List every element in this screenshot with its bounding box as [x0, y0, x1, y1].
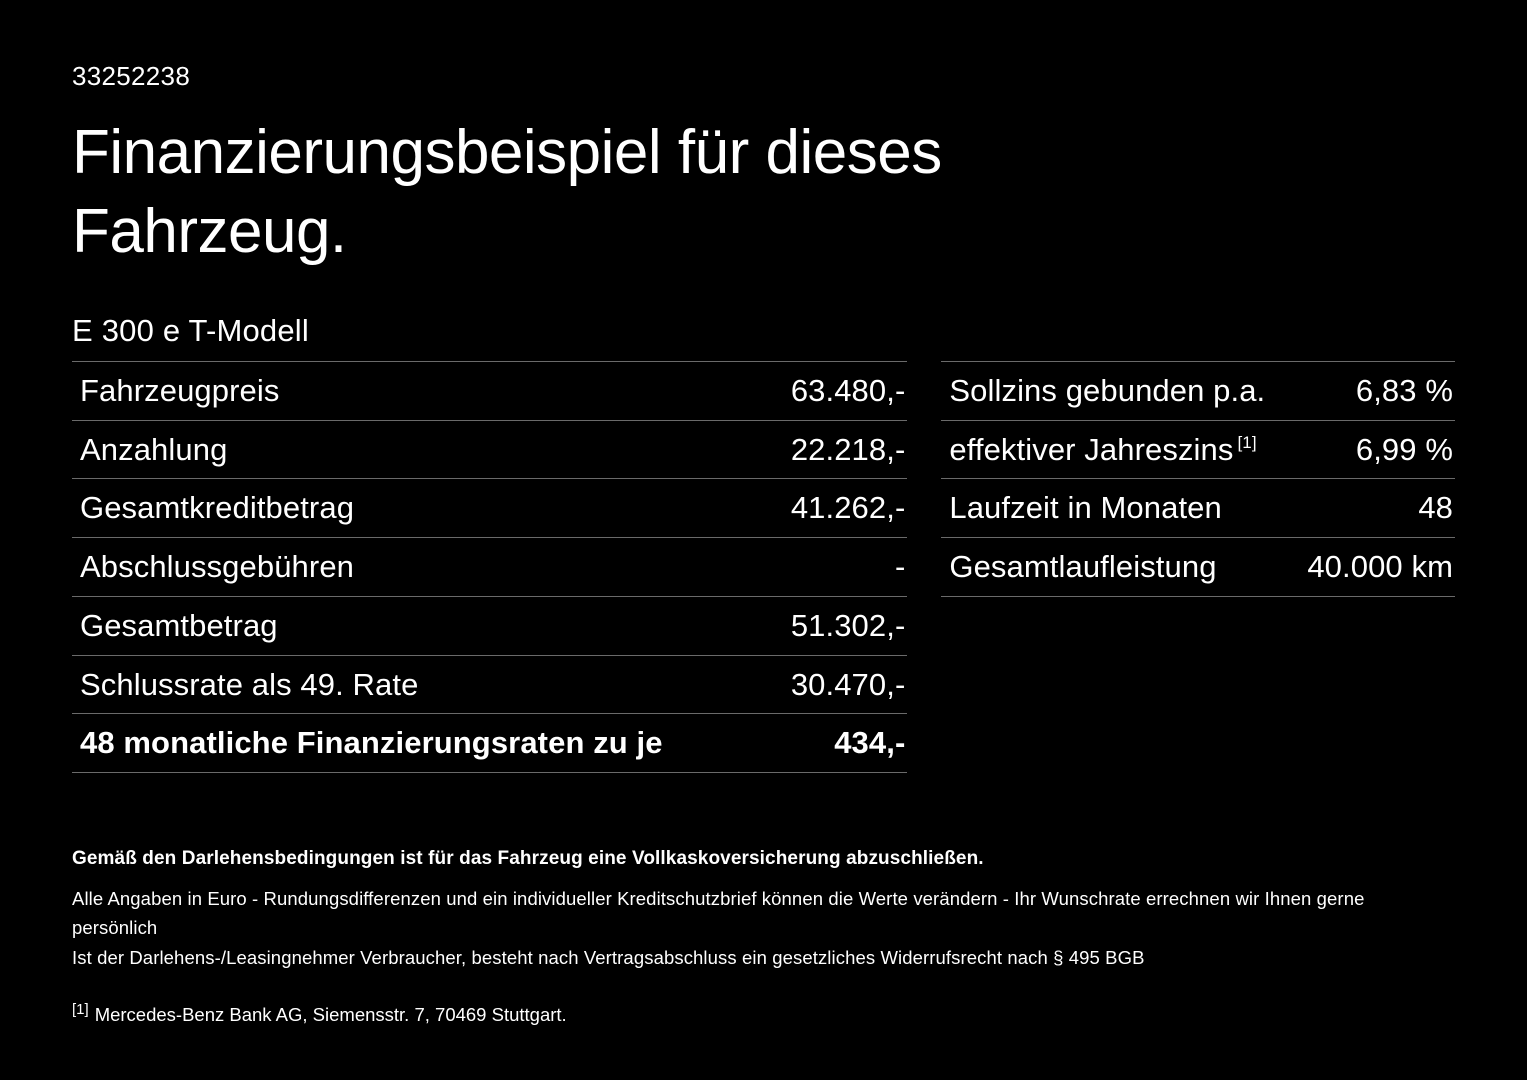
row-label: Gesamtbetrag [80, 607, 278, 643]
row-value: 40.000 km [1307, 549, 1453, 585]
finance-tables [72, 361, 1455, 773]
footnote-reference-marker: [1] [72, 1001, 89, 1019]
row-label: Schlussrate als 49. Rate [80, 666, 419, 702]
row-value: 6,99 % [1355, 431, 1453, 467]
footnote-line-1: Alle Angaben in Euro - Rundungsdifferenzen und ein individueller Kreditschutzbrief können die Werte verändern - Ihr Wunschrate errechnen wir Ihnen gerne persönlich [72, 887, 1365, 939]
table-row [72, 420, 907, 479]
finance-table-right [941, 361, 1455, 597]
footnotes-section [72, 845, 1455, 1029]
vehicle-model-label: E 300 e T-Modell [72, 312, 309, 348]
row-label-text: effektiver Jahreszins [949, 431, 1234, 467]
row-value: 434,- [834, 725, 906, 761]
footnote-marker: [1] [1237, 433, 1257, 453]
table-row [941, 478, 1455, 537]
table-row [72, 361, 907, 420]
row-label: Gesamtlaufleistung [949, 549, 1217, 585]
row-label: Gesamtkreditbetrag [80, 490, 355, 526]
table-row [941, 361, 1455, 420]
row-value: 48 [1418, 490, 1453, 526]
row-label: Anzahlung [80, 431, 228, 467]
row-value: 30.470,- [790, 666, 906, 702]
row-label: Abschlussgebühren [80, 549, 354, 585]
row-value: 63.480,- [790, 372, 906, 408]
table-row [72, 655, 907, 714]
row-label: 48 monatliche Finanzierungsraten zu je [80, 725, 663, 761]
table-row [941, 537, 1455, 597]
row-label: Sollzins gebunden p.a. [949, 372, 1266, 408]
footnote-reference [72, 999, 1455, 1029]
table-row [72, 478, 907, 537]
table-row [72, 596, 907, 655]
footnote-line-2: Ist der Darlehens-/Leasingnehmer Verbraucher, besteht nach Vertragsabschluss ein gesetzliches Widerrufsrecht nach § 495 BGB [72, 947, 1145, 969]
table-row [72, 537, 907, 596]
document-id: 33252238 [72, 61, 191, 91]
row-value: 51.302,- [790, 607, 906, 643]
row-value: 6,83 % [1355, 372, 1453, 408]
row-label: Laufzeit in Monaten [949, 490, 1222, 526]
row-value: - [894, 549, 906, 585]
footnote-reference-text: Mercedes-Benz Bank AG, Siemensstr. 7, 70469 Stuttgart. [94, 1004, 567, 1026]
row-value: 41.262,- [790, 490, 906, 526]
row-label [949, 431, 1256, 470]
insurance-note: Gemäß den Darlehensbedingungen ist für das Fahrzeug eine Vollkaskoversicherung abzuschließen. [72, 848, 984, 869]
row-value: 22.218,- [790, 431, 906, 467]
page-title: Finanzierungsbeispiel für dieses Fahrzeug. [72, 117, 942, 266]
table-row [941, 420, 1455, 479]
row-label: Fahrzeugpreis [80, 372, 280, 408]
table-row-monthly-rate [72, 713, 907, 773]
finance-table-left [72, 361, 907, 773]
